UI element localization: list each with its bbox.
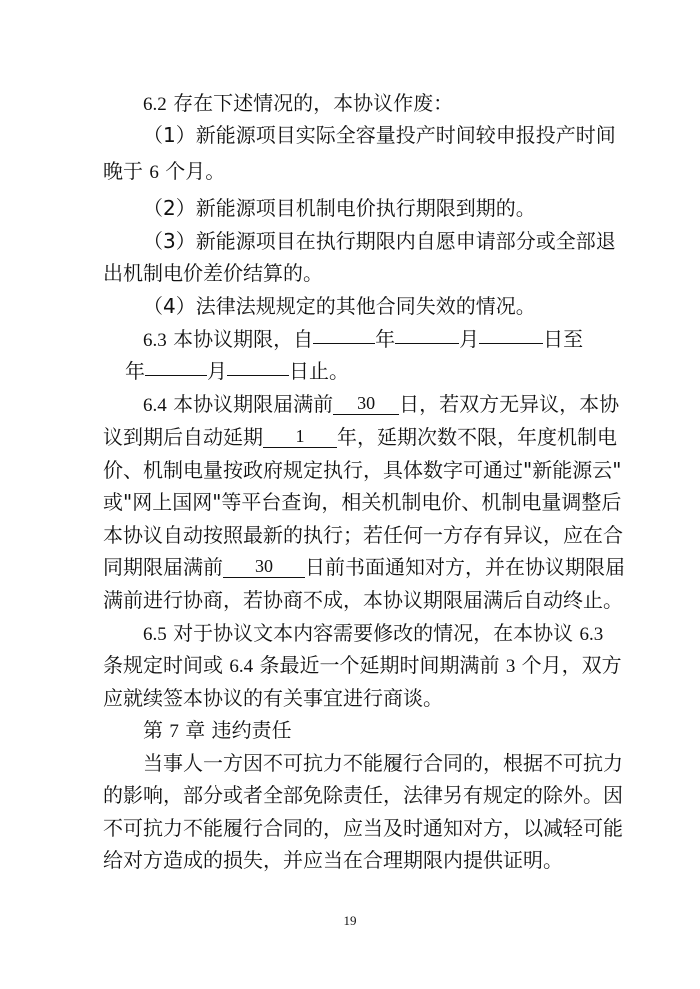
- start-month-blank: [395, 321, 459, 344]
- clause-6-2-item-1-cont: 晚于 6 个月。: [103, 159, 226, 183]
- clause-6-4-line-5: 本协议自动按照最新的执行；若任何一方存有异议，应在合: [103, 523, 623, 547]
- clause-6-4: 6.4 本协议期限届满前 30 日，若双方无异议，本协: [143, 392, 620, 416]
- clause-6-4-line-4: 或"网上国网"等平台查询，相关机制电价、机制电量调整后: [103, 490, 622, 514]
- clause-6-5: 6.5 对于协议文本内容需要修改的情况，在本协议 6.3: [143, 621, 604, 645]
- clause-6-2-item-1: （1）新能源项目实际全容量投产时间较申报投产时间: [143, 123, 616, 147]
- clause-6-4-line-3: 价、机制电量按政府规定执行，具体数字可通过"新能源云": [103, 458, 622, 482]
- clause-6-4-line-7: 满前进行协商，若协商不成，本协议期限届满后自动终止。: [103, 588, 623, 612]
- clause-6-4-line-6: 同期限届满前 30 日前书面通知对方，并在协议期限届: [103, 555, 625, 579]
- notice-days-value: 30: [333, 392, 399, 415]
- clause-6-2-item-3-cont: 出机制电价差价结算的。: [103, 261, 323, 285]
- start-day-blank: [479, 321, 543, 344]
- clause-6-5-line-2: 条规定时间或 6.4 条最近一个延期时间期满前 3 个月，双方: [103, 653, 622, 677]
- chapter-7-para-line-2: 的影响，部分或者全部免除责任，法律另有规定的除外。因: [103, 783, 623, 807]
- chapter-7-para-line-4: 给对方造成的损失，并应当在合理期限内提供证明。: [103, 848, 563, 872]
- extension-years-value: 1: [263, 425, 337, 448]
- chapter-7-para-line-3: 不可抗力不能履行合同的，应当及时通知对方，以减轻可能: [103, 816, 623, 840]
- clause-6-2: 6.2 存在下述情况的，本协议作废：: [143, 91, 454, 115]
- page-number: 19: [343, 913, 357, 928]
- written-notice-days-value: 30: [223, 555, 305, 578]
- clause-6-2-item-2: （2）新能源项目机制电价执行期限到期的。: [143, 196, 536, 220]
- clause-6-4-line-2: 议到期后自动延期 1 年，延期次数不限，年度机制电: [103, 425, 617, 449]
- end-year-blank: [145, 353, 207, 376]
- chapter-7-heading: 第 7 章 违约责任: [143, 718, 292, 742]
- end-month-blank: [227, 353, 289, 376]
- chapter-7-para-line-1: 当事人一方因不可抗力不能履行合同的，根据不可抗力: [143, 751, 623, 775]
- clause-6-2-item-3: （3）新能源项目在执行期限内自愿申请部分或全部退: [143, 229, 616, 253]
- clause-6-3: 6.3 本协议期限，自 年 月 日至: [143, 320, 700, 358]
- clause-6-3-cont: 年 月 日止。: [103, 352, 700, 390]
- start-year-blank: [313, 321, 375, 344]
- clause-6-2-item-4: （4）法律法规规定的其他合同失效的情况。: [143, 294, 536, 318]
- clause-6-5-line-3: 应就续签本协议的有关事宜进行商谈。: [103, 686, 443, 710]
